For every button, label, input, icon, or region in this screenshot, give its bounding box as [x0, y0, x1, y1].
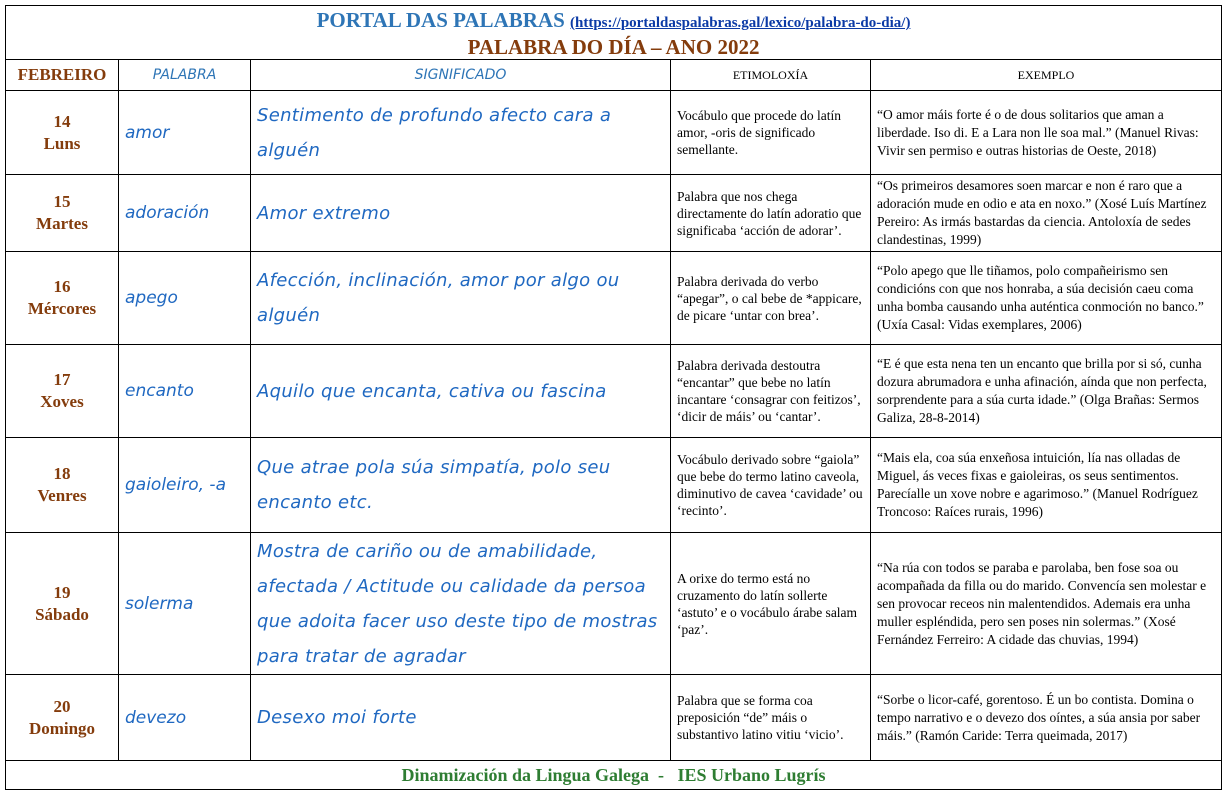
word-cell: apego [119, 252, 251, 345]
word-cell: solerma [119, 533, 251, 675]
day-cell [6, 91, 119, 175]
day-cell [6, 252, 119, 345]
example-cell: “Mais ela, coa súa enxeñosa intuición, lía nas olladas de Miguel, ás veces fixas e gaioleiras, os seus sentimentos. Parecíalle un xove nobre e agarimoso.” (Manuel Rodríguez Troncoso: Raíces rurais, 1996) [871, 438, 1222, 533]
day-number: 14 [53, 111, 71, 131]
day-name: Sábado [35, 604, 89, 624]
meaning-cell: Mostra de cariño ou de amabilidade, afectada / Actitude ou calidade da persoa que adoita facer uso deste tipo de mostras para tratar de agradar [251, 533, 671, 675]
etymology-cell: Vocábulo derivado sobre “gaiola” que bebe do termo latino caveola, diminutivo de cavea ‘cavidade’ ou ‘recinto’. [671, 438, 871, 533]
meaning-cell: Amor extremo [251, 175, 671, 252]
etymology-cell: Palabra que nos chega directamente do latín adoratio que significaba ‘acción de adorar’. [671, 175, 871, 252]
example-cell: “Polo apego que lle tiñamos, polo compañeirismo sen condicións con que nos honraba, a súa decisión caeu coma unha bomba causando unha auténtica conmoción no banco.” (Uxía Casal: Vidas exemplares, 2006) [871, 252, 1222, 345]
day-number: 19 [53, 582, 71, 602]
page-subtitle: PALABRA DO DÍA – ANO 2022 [467, 35, 760, 59]
column-header-word: PALABRA [119, 60, 251, 91]
day-name: Luns [43, 133, 81, 153]
word-cell: adoración [119, 175, 251, 252]
day-cell [6, 175, 119, 252]
table-row [6, 438, 1222, 533]
word-cell: amor [119, 91, 251, 175]
footer-separator: - [658, 764, 664, 785]
column-header-month: FEBREIRO [6, 60, 119, 91]
meaning-cell: Afección, inclinación, amor por algo ou alguén [251, 252, 671, 345]
day-cell [6, 438, 119, 533]
etymology-cell: Palabra que se forma coa preposición “de” máis o substantivo latino vitiu ‘vicio’. [671, 675, 871, 761]
day-number: 16 [53, 277, 71, 296]
header-line-1 [12, 8, 1215, 35]
footer-school: IES Urbano Lugrís [677, 764, 826, 785]
day-number: 18 [53, 464, 71, 483]
column-header-example: EXEMPLO [871, 60, 1222, 91]
example-cell: “Os primeiros desamores soen marcar e non é raro que a adoración mude en odio e ata en noxo.” (Xosé Luís Martínez Pereiro: As irmás bastardas da ciencia. Antoloxía de sedes clandestinas, 1999) [871, 175, 1222, 252]
word-cell: gaioleiro, -a [119, 438, 251, 533]
column-header-meaning: SIGNIFICADO [251, 60, 671, 91]
page-footer [6, 761, 1222, 790]
palabra-do-dia-table [5, 5, 1222, 790]
word-cell: encanto [119, 345, 251, 438]
day-name: Xoves [40, 392, 84, 411]
footer-department: Dinamización da Lingua Galega [401, 764, 649, 785]
example-cell: “E é que esta nena ten un encanto que brilla por si só, cunha dozura abrumadora e unha afinación, aínda que non perfecta, sorprendente para a súa curta idade.” (Olga Brañas: Sermos Galiza, 28-8-2014) [871, 345, 1222, 438]
day-name: Mércores [27, 299, 97, 318]
day-number: 15 [53, 192, 71, 211]
example-cell: “O amor máis forte é o de dous solitarios que aman a liberdade. Iso di. E a Lara non lle soa mal.” (Manuel Rivas: Vivir sen permiso e outras historias de Oeste, 2018) [871, 91, 1222, 175]
example-cell: “Sorbe o licor-café, gorentoso. É un bo contista. Domina o tempo narrativo e o devezo dos oíntes, a súa ansia por saber máis.” (Ramón Caride: Terra queimada, 2017) [871, 675, 1222, 761]
etymology-cell: Palabra derivada do verbo “apegar”, o cal bebe de *appicare, de picare ‘untar con brea’. [671, 252, 871, 345]
day-name: Martes [36, 214, 88, 233]
day-cell [6, 675, 119, 761]
etymology-cell: A orixe do termo está no cruzamento do latín sollerte ‘astuto’ e o vocábulo árabe salam ‘paz’. [671, 533, 871, 675]
day-cell [6, 345, 119, 438]
portal-url-link[interactable]: (https://portaldaspalabras.gal/lexico/palabra-do-dia/) [570, 15, 911, 31]
day-name: Domingo [28, 718, 96, 738]
table-row [6, 252, 1222, 345]
table-row [6, 345, 1222, 438]
table-row [6, 675, 1222, 761]
table-row [6, 91, 1222, 175]
day-number: 20 [53, 696, 71, 716]
example-cell: “Na rúa con todos se paraba e parolaba, ben fose soa ou acompañada da filla ou do marido. Convencía sen molestar e sen provocar receos nin malentendidos. Ademais era unha muller espléndida, pero sen poses nin solermas.” (Xosé Fernández Ferreiro: A cidade das chuvias, 1994) [871, 533, 1222, 675]
meaning-cell: Sentimento de profundo afecto cara a alguén [251, 91, 671, 175]
page-header [6, 6, 1222, 60]
footer-row [6, 761, 1222, 790]
word-cell: devezo [119, 675, 251, 761]
meaning-cell: Aquilo que encanta, cativa ou fascina [251, 345, 671, 438]
meaning-cell: Desexo moi forte [251, 675, 671, 761]
etymology-cell: Vocábulo que procede do latín amor, -oris de significado semellante. [671, 91, 871, 175]
day-name: Venres [37, 486, 87, 505]
day-number: 17 [53, 370, 71, 389]
table-row [6, 533, 1222, 675]
table-row [6, 175, 1222, 252]
column-header-etymology: ETIMOLOXÍA [671, 60, 871, 91]
column-header-row [6, 60, 1222, 91]
portal-title: PORTAL DAS PALABRAS [316, 8, 565, 32]
etymology-cell: Palabra derivada destoutra “encantar” que bebe no latín incantare ‘consagrar con feitizos’, ‘dicir de máis’ ou ‘cantar’. [671, 345, 871, 438]
day-cell [6, 533, 119, 675]
meaning-cell: Que atrae pola súa simpatía, polo seu encanto etc. [251, 438, 671, 533]
